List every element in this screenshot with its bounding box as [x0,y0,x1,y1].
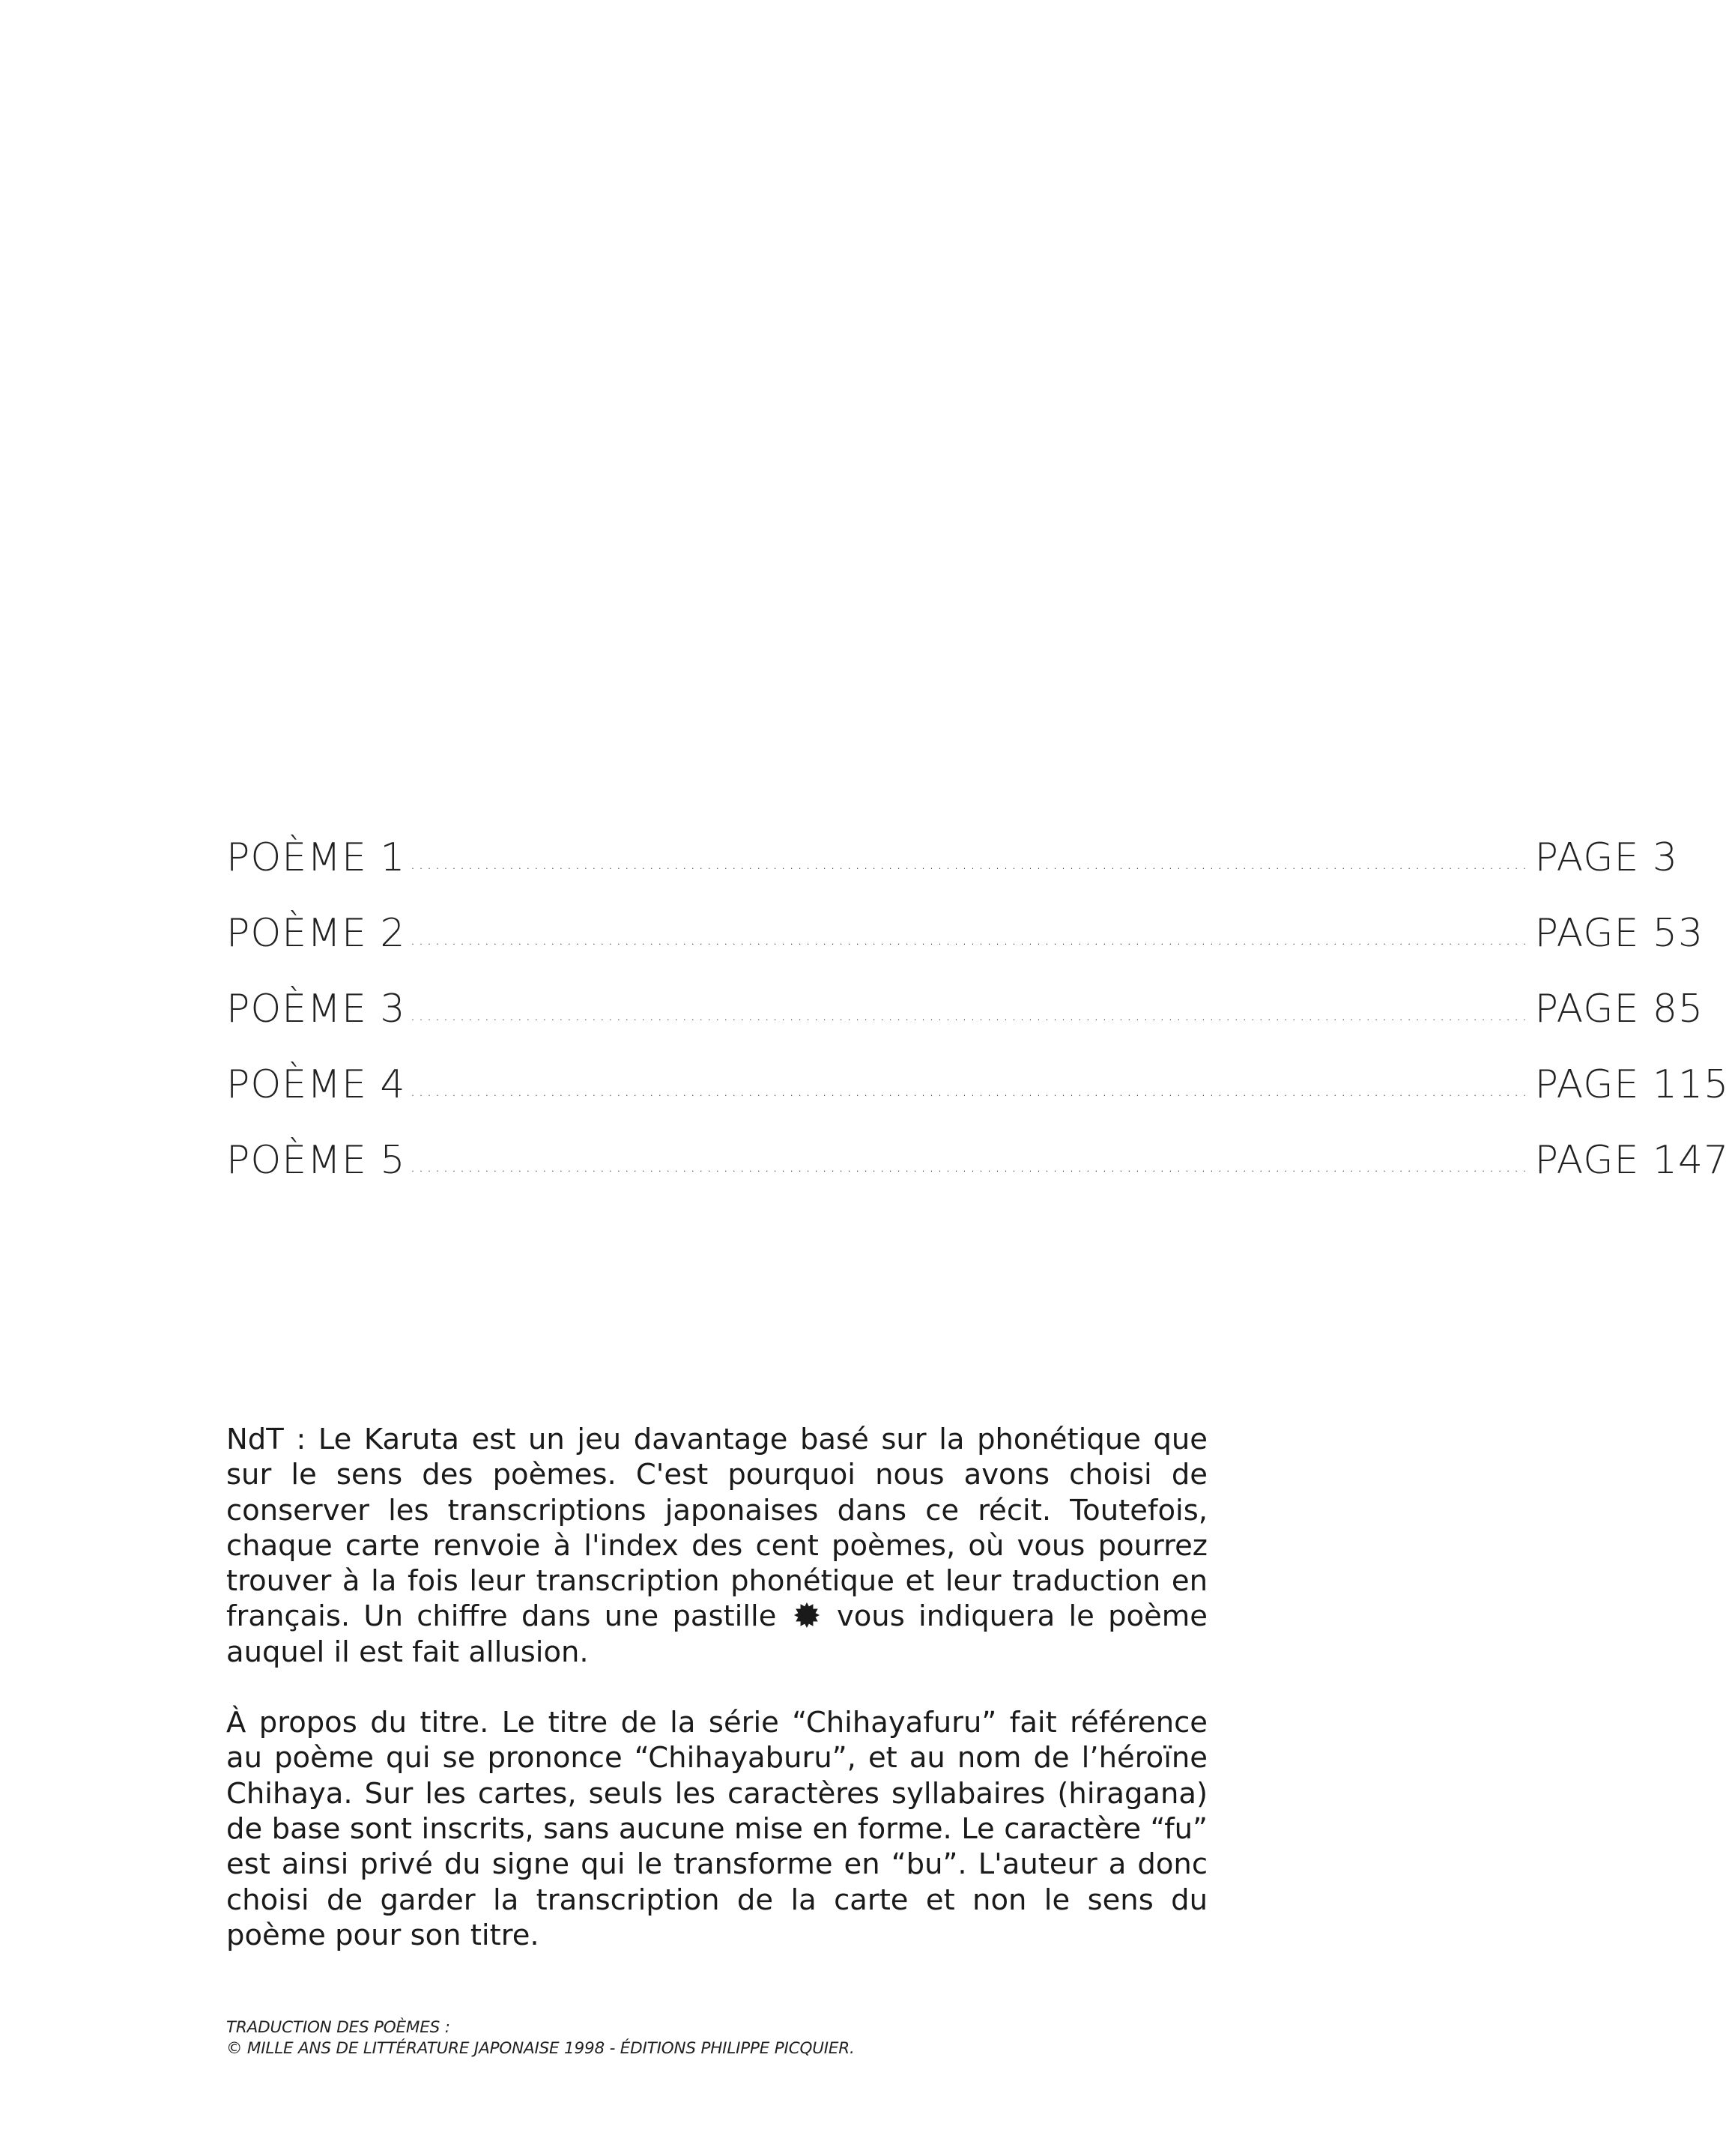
toc-poem-label: POÈME 4 [226,1062,406,1107]
toc-leader-dots: ........................................................................................................................................ [410,1157,1530,1176]
toc-page-number: PAGE 147 [1534,1138,1729,1183]
toc-page-number: PAGE 53 [1534,911,1704,956]
translator-notes [226,1422,1208,1953]
toc-row-poem-3 [226,987,1704,1062]
toc-leader-dots: ........................................................................................................................................ [410,1082,1530,1100]
toc-page-number: PAGE 115 [1534,1062,1729,1107]
credits-line-1: TRADUCTION DES POÈMES : [226,2018,450,2037]
toc-leader-dots: ........................................................................................................................................ [410,1006,1530,1025]
title-note-paragraph: À propos du titre. Le titre de la série “Chihayafuru” fait référence au poème qui se prononce “Chihayaburu”, et au nom de l’héroïne Chihaya. Sur les cartes, seuls les caractères syllabaires (hiragana) de base sont inscrits, sans aucune mise en forme. Le caractère “fu” est ainsi privé du signe qui le transforme en “bu”. L'auteur a donc choisi de garder la transcription de la carte et non le sens du poème pour son titre. [226,1706,1208,1952]
toc-page-number: PAGE 85 [1534,987,1704,1032]
translation-credits [226,2017,1200,2059]
toc-poem-label: POÈME 3 [226,987,406,1032]
toc-page-number: PAGE 3 [1534,835,1679,880]
toc-poem-label: POÈME 5 [226,1138,406,1183]
toc-row-poem-1 [226,835,1679,911]
credits-line-2: © MILLE ANS DE LITTÉRATURE JAPONAISE 1998 - ÉDITIONS PHILIPPE PICQUIER. [226,2039,855,2058]
toc-poem-label: POÈME 2 [226,911,406,956]
translator-note-paragraph [226,1422,1208,1670]
note-text-part2: vous indiquera le poème auquel il est fait allusion. [226,1599,1208,1669]
table-of-contents [226,835,1729,1214]
toc-row-poem-5 [226,1138,1729,1214]
pastille-icon [793,1602,820,1629]
toc-leader-dots: ........................................................................................................................................ [410,855,1530,873]
note-text-part1: NdT : Le Karuta est un jeu davantage basé sur la phonétique que sur le sens des poèmes. C'est pourquoi nous avons choisi de conserver les transcriptions japonaises dans ce récit. Toutefois, chaque carte renvoie à l'index des cent poèmes, où vous pourrez trouver à la fois leur transcription phonétique et leur traduction en français. Un chiffre dans une pastille [226,1423,1208,1634]
toc-leader-dots: ........................................................................................................................................ [410,930,1530,949]
toc-poem-label: POÈME 1 [226,835,406,880]
toc-row-poem-4 [226,1062,1729,1138]
toc-row-poem-2 [226,911,1704,987]
